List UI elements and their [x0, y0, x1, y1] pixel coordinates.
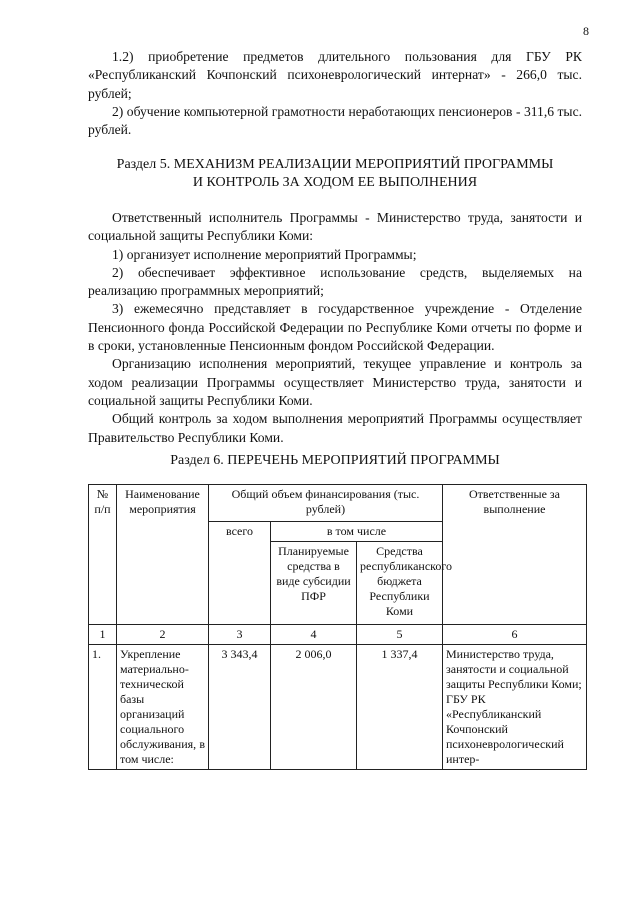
column-number-row — [89, 625, 587, 645]
section5-paragraph-4: 3) ежемесячно представляет в государственное учреждение - Отделение Пенсионного фонда Российской Федерации по Республике Коми отчеты по форме и в сроки, установленные Пенсионным фондом Российской Федерации. — [88, 301, 582, 354]
header-pfr: Планируемые средства в виде субсидии ПФР — [271, 542, 357, 625]
measures-table — [88, 484, 587, 770]
column-number: 2 — [117, 625, 209, 645]
column-number: 4 — [271, 625, 357, 645]
row-pfr: 2 006,0 — [271, 645, 357, 770]
section5-paragraph-5: Организацию исполнения мероприятий, текущее управление и контроль за ходом реализации Программы осуществляет Министерство труда, занятости и социальной защиты Республики Коми. — [88, 356, 582, 408]
section5-title — [88, 156, 582, 192]
section5-paragraph-2: 1) организует исполнение мероприятий Программы; — [112, 246, 417, 262]
intro-paragraph-2: 2) обучение компьютерной грамотности неработающих пенсионеров - 311,6 тыс. рублей. — [88, 103, 582, 138]
header-total: всего — [209, 522, 271, 625]
column-number: 1 — [89, 625, 117, 645]
table-row — [89, 645, 587, 770]
header-total-funding: Общий объем финансирования (тыс. рублей) — [209, 485, 443, 522]
section6-title: Раздел 6. ПЕРЕЧЕНЬ МЕРОПРИЯТИЙ ПРОГРАММЫ — [170, 453, 500, 468]
row-responsible: Министерство труда, занятости и социальной защиты Республики Коми; ГБУ РК «Республиканский Кочпонский психоневрологический интер- — [443, 645, 587, 770]
header-responsible: Ответственные за выполнение — [443, 485, 587, 625]
row-republic: 1 337,4 — [357, 645, 443, 770]
row-name: Укрепление материально-технической базы организаций социального обслуживания, в том числе: — [117, 645, 209, 770]
column-number: 6 — [443, 625, 587, 645]
header-name: Наименование мероприятия — [117, 485, 209, 625]
page-number: 8 — [583, 24, 589, 38]
intro-text — [88, 48, 582, 139]
row-total: 3 343,4 — [209, 645, 271, 770]
header-num: № п/п — [89, 485, 117, 625]
section5-paragraph-3: 2) обеспечивает эффективное использование средств, выделяемых на реализацию программных мероприятий; — [88, 264, 582, 299]
section5-text — [88, 209, 582, 447]
intro-paragraph-1: 1.2) приобретение предметов длительного пользования для ГБУ РК «Республиканский Кочпонский психоневрологический интернат» - 266,0 тыс. рублей; — [88, 49, 582, 101]
row-num: 1. — [89, 645, 117, 770]
section5-paragraph-6: Общий контроль за ходом выполнения мероприятий Программы осуществляет Правительство Республики Коми. — [88, 411, 582, 445]
section5-title-line2: И КОНТРОЛЬ ЗА ХОДОМ ЕЕ ВЫПОЛНЕНИЯ — [192, 175, 478, 190]
section5-paragraph-1: Ответственный исполнитель Программы - Министерство труда, занятости и социальной защиты Республики Коми: — [88, 210, 582, 244]
header-including: в том числе — [271, 522, 443, 542]
column-number: 3 — [209, 625, 271, 645]
section5-title-line1: Раздел 5. МЕХАНИЗМ РЕАЛИЗАЦИИ МЕРОПРИЯТИЙ ПРОГРАММЫ — [116, 157, 554, 172]
column-number: 5 — [357, 625, 443, 645]
header-republic: Средства республиканского бюджета Республики Коми — [357, 542, 443, 625]
